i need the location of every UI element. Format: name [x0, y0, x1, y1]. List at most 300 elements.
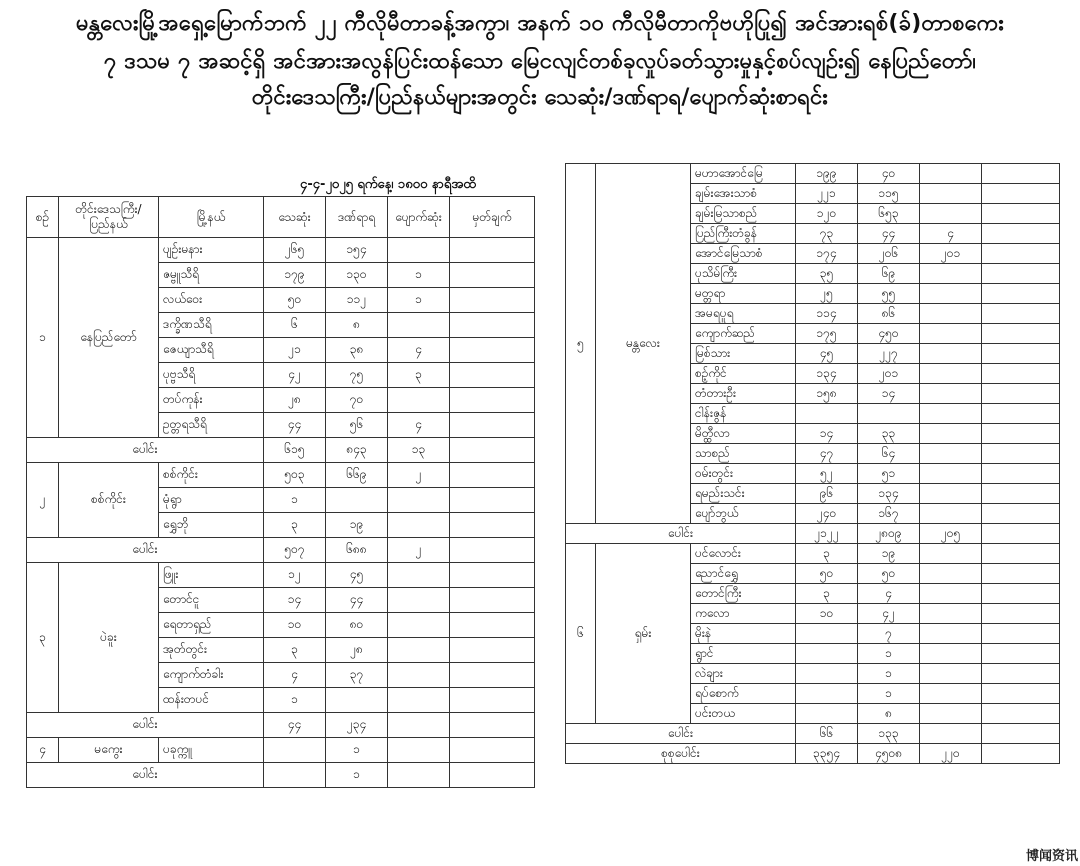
dead-count: ၁၀ — [796, 604, 858, 624]
missing-count — [388, 688, 450, 713]
injured-count — [326, 688, 388, 713]
region-name: နေပြည်တော် — [59, 238, 159, 438]
region-number: ၄ — [27, 738, 59, 763]
dead-count: ၁၂ — [264, 563, 326, 588]
missing-count — [388, 488, 450, 513]
township-name: ပုဗ္ဗသီရိ — [159, 363, 264, 388]
table-row — [27, 463, 535, 488]
region-total-row — [27, 538, 535, 563]
township-name: မိတ္ထီလာ — [691, 424, 796, 444]
township-name: အုတ်တွင်း — [159, 638, 264, 663]
dead-count: ၁၇၉ — [264, 263, 326, 288]
township-name: လယ်ဝေး — [159, 288, 264, 313]
remarks-cell — [982, 204, 1060, 224]
dead-count: ၆ — [264, 313, 326, 338]
injured-count: ၁၆၇ — [858, 504, 920, 524]
grand-total-dead: ၃၃၅၄ — [796, 744, 858, 764]
remarks-cell — [982, 324, 1060, 344]
total-label: ပေါင်း — [27, 713, 264, 738]
total-dead: ၄၄ — [264, 713, 326, 738]
region-total-row — [566, 524, 1060, 544]
injured-count: ၁ — [858, 644, 920, 664]
injured-count: ၃၇ — [326, 663, 388, 688]
township-name: ဝမ်းတွင်း — [691, 464, 796, 484]
injured-count: ၄၀ — [858, 164, 920, 184]
region-number: ၁ — [27, 238, 59, 438]
injured-count: ၁၄ — [858, 384, 920, 404]
injured-count: ၁၁၂ — [326, 288, 388, 313]
remarks-cell — [450, 263, 535, 288]
dead-count: ၃ — [796, 584, 858, 604]
remarks-cell — [450, 538, 535, 563]
township-name: ထန်းတပင် — [159, 688, 264, 713]
remarks-cell — [450, 738, 535, 763]
table-row — [566, 164, 1060, 184]
total-injured: ၂၃၄ — [326, 713, 388, 738]
total-dead: ၂၁၂၂ — [796, 524, 858, 544]
total-injured: ၁၃၃ — [858, 724, 920, 744]
missing-count: ၄ — [920, 224, 982, 244]
remarks-cell — [450, 388, 535, 413]
township-name: ဖြူး — [159, 563, 264, 588]
missing-count — [920, 464, 982, 484]
injured-count: ၆၉ — [858, 264, 920, 284]
missing-count: ၂၀၁ — [920, 244, 982, 264]
report-date: ၄-၄-၂၀၂၅ ရက်နေ့၊ ၁၈၀၀ နာရီအထိ — [300, 177, 476, 192]
remarks-cell — [982, 604, 1060, 624]
dead-count: ၁၉၉ — [796, 164, 858, 184]
injured-count: ၅၁ — [858, 464, 920, 484]
missing-count — [920, 264, 982, 284]
total-injured: ၈၄၃ — [326, 438, 388, 463]
remarks-cell — [982, 624, 1060, 644]
region-name: မန္တလေး — [596, 164, 691, 524]
missing-count — [388, 613, 450, 638]
injured-count: ၁၃၀ — [326, 263, 388, 288]
dead-count: ၁၄ — [796, 424, 858, 444]
injured-count: ၈၀ — [326, 613, 388, 638]
injured-count: ၆၆၉ — [326, 463, 388, 488]
remarks-cell — [982, 264, 1060, 284]
injured-count: ၁၁၅ — [858, 184, 920, 204]
col-header-missing: ပျောက်ဆုံး — [388, 197, 450, 238]
township-name: သာစည် — [691, 444, 796, 464]
injured-count: ၇၀ — [326, 388, 388, 413]
missing-count — [920, 444, 982, 464]
dead-count: ၅၂ — [796, 464, 858, 484]
injured-count: ၈၆ — [858, 304, 920, 324]
dead-count: ၃၅ — [796, 264, 858, 284]
table-row — [566, 544, 1060, 564]
township-name: ရမည်းသင်း — [691, 484, 796, 504]
remarks-cell — [982, 544, 1060, 564]
missing-count — [388, 238, 450, 263]
township-name: ကျောက်တံခါး — [159, 663, 264, 688]
remarks-cell — [982, 184, 1060, 204]
township-name: ငါန်းဇွန် — [691, 404, 796, 424]
dead-count: ၁၃၄ — [796, 364, 858, 384]
dead-count: ၁၂၀ — [796, 204, 858, 224]
dead-count: ၄ — [264, 663, 326, 688]
remarks-cell — [450, 638, 535, 663]
dead-count: ၁၀ — [264, 613, 326, 638]
remarks-cell — [982, 704, 1060, 724]
remarks-cell — [982, 484, 1060, 504]
missing-count — [920, 404, 982, 424]
missing-count — [920, 684, 982, 704]
total-label: ပေါင်း — [27, 438, 264, 463]
township-name: ရေတာရှည် — [159, 613, 264, 638]
remarks-cell — [982, 444, 1060, 464]
injured-count: ၁၉ — [326, 513, 388, 538]
table-header-row — [27, 197, 535, 238]
dead-count: ၂၄၀ — [796, 504, 858, 524]
remarks-cell — [450, 713, 535, 738]
remarks-cell — [450, 288, 535, 313]
remarks-cell — [982, 284, 1060, 304]
remarks-cell — [450, 513, 535, 538]
injured-count — [858, 404, 920, 424]
region-name: ရှမ်း — [596, 544, 691, 724]
injured-count: ၁၉ — [858, 544, 920, 564]
township-name: စစ်ကိုင်း — [159, 463, 264, 488]
injured-count: ၄၄ — [858, 224, 920, 244]
injured-count — [326, 488, 388, 513]
injured-count: ၂၀၆ — [858, 244, 920, 264]
total-label: ပေါင်း — [27, 538, 264, 563]
dead-count: ၅၀ — [264, 288, 326, 313]
dead-count — [796, 404, 858, 424]
township-name: ရပ်စောက် — [691, 684, 796, 704]
watermark: 博闻资讯 — [1026, 845, 1078, 864]
total-missing — [920, 724, 982, 744]
township-name: ပင်းတယ — [691, 704, 796, 724]
injured-count: ၂၈ — [326, 638, 388, 663]
col-header-township: မြို့နယ် — [159, 197, 264, 238]
missing-count — [920, 544, 982, 564]
dead-count: ၄၄ — [264, 413, 326, 438]
township-name: ပျဉ်းမနား — [159, 238, 264, 263]
dead-count: ၃ — [264, 513, 326, 538]
missing-count — [920, 344, 982, 364]
injured-count: ၄၅၀ — [858, 324, 920, 344]
dead-count: ၂၂၁ — [796, 184, 858, 204]
dead-count: ၁ — [264, 688, 326, 713]
missing-count — [920, 664, 982, 684]
township-name: တပ်ကုန်း — [159, 388, 264, 413]
total-missing: ၂ — [388, 538, 450, 563]
missing-count — [388, 638, 450, 663]
township-name: တောင်ငူ — [159, 588, 264, 613]
dead-count: ၂၆၅ — [264, 238, 326, 263]
remarks-cell — [450, 313, 535, 338]
township-name: ရွာင် — [691, 644, 796, 664]
missing-count — [920, 284, 982, 304]
remarks-cell — [982, 504, 1060, 524]
township-name: တံတားဦး — [691, 384, 796, 404]
missing-count — [388, 388, 450, 413]
remarks-cell — [450, 338, 535, 363]
missing-count — [920, 644, 982, 664]
total-missing — [388, 763, 450, 788]
township-name: မုံရွာ — [159, 488, 264, 513]
injured-count: ၆၅၃ — [858, 204, 920, 224]
total-injured: ၂၈၀၉ — [858, 524, 920, 544]
missing-count — [388, 738, 450, 763]
injured-count: ၅၅ — [858, 284, 920, 304]
remarks-cell — [450, 613, 535, 638]
dead-count: ၁၇၅ — [796, 324, 858, 344]
dead-count: ၂၁ — [264, 338, 326, 363]
remarks-cell — [450, 588, 535, 613]
dead-count: ၁ — [264, 488, 326, 513]
missing-count — [920, 164, 982, 184]
remarks-cell — [982, 744, 1060, 764]
dead-count: ၅၀၃ — [264, 463, 326, 488]
casualty-table-left — [26, 196, 535, 788]
township-name: ပျော်ဘွယ် — [691, 504, 796, 524]
township-name: စဉ့်ကိုင် — [691, 364, 796, 384]
township-name: လဲချား — [691, 664, 796, 684]
remarks-cell — [450, 363, 535, 388]
township-name: ဒက္ခိဏသီရိ — [159, 313, 264, 338]
township-name: ညောင်ရွှေ — [691, 564, 796, 584]
region-total-row — [27, 763, 535, 788]
injured-count: ၆၄ — [858, 444, 920, 464]
col-header-remarks: မှတ်ချက် — [450, 197, 535, 238]
injured-count: ၄ — [858, 584, 920, 604]
missing-count — [920, 424, 982, 444]
missing-count — [920, 364, 982, 384]
remarks-cell — [450, 763, 535, 788]
township-name: အောင်မြေသာစံ — [691, 244, 796, 264]
total-dead: ၆၆ — [796, 724, 858, 744]
dead-count: ၅၀ — [796, 564, 858, 584]
remarks-cell — [450, 688, 535, 713]
missing-count — [920, 704, 982, 724]
dead-count — [796, 664, 858, 684]
region-number: ၂ — [27, 463, 59, 538]
remarks-cell — [982, 424, 1060, 444]
total-label: ပေါင်း — [566, 724, 796, 744]
region-name: ပဲခူး — [59, 563, 159, 713]
dead-count: ၁၅၈ — [796, 384, 858, 404]
region-total-row — [566, 724, 1060, 744]
remarks-cell — [450, 238, 535, 263]
remarks-cell — [982, 244, 1060, 264]
grand-total-missing: ၂၂၀ — [920, 744, 982, 764]
col-header-injured: ဒဏ်ရာရ — [326, 197, 388, 238]
injured-count: ၁၅၄ — [326, 238, 388, 263]
total-dead — [264, 763, 326, 788]
title-line-3: တိုင်းဒေသကြီး/ပြည်နယ်များအတွင်း သေဆုံး/ဒဏ်ရာရ/ပျောက်ဆုံးစာရင်း — [251, 85, 829, 110]
missing-count — [388, 663, 450, 688]
region-number: ၅ — [566, 164, 596, 524]
remarks-cell — [450, 438, 535, 463]
injured-count: ၃၃ — [858, 424, 920, 444]
injured-count: ၇၅ — [326, 363, 388, 388]
total-missing: ၂၀၅ — [920, 524, 982, 544]
total-label: ပေါင်း — [27, 763, 264, 788]
missing-count — [920, 584, 982, 604]
township-name: ဇေယျာသီရိ — [159, 338, 264, 363]
dead-count: ၁၇၄ — [796, 244, 858, 264]
table-row — [27, 563, 535, 588]
dead-count: ၂၈ — [264, 388, 326, 413]
injured-count: ၄၄ — [326, 588, 388, 613]
remarks-cell — [450, 663, 535, 688]
missing-count: ၁ — [388, 263, 450, 288]
missing-count — [388, 513, 450, 538]
remarks-cell — [982, 404, 1060, 424]
missing-count — [920, 384, 982, 404]
township-name: ပြည်ကြီးတံခွန် — [691, 224, 796, 244]
remarks-cell — [982, 684, 1060, 704]
missing-count — [388, 313, 450, 338]
injured-count: ၈ — [858, 704, 920, 724]
dead-count — [796, 624, 858, 644]
remarks-cell — [982, 164, 1060, 184]
region-number: ၃ — [27, 563, 59, 713]
dead-count: ၄၂ — [264, 363, 326, 388]
injured-count: ၈ — [326, 313, 388, 338]
dead-count — [796, 684, 858, 704]
township-name: ဥတ္တရသီရိ — [159, 413, 264, 438]
township-name: မြစ်သား — [691, 344, 796, 364]
remarks-cell — [450, 488, 535, 513]
missing-count — [920, 184, 982, 204]
injured-count: ၇ — [858, 624, 920, 644]
missing-count — [920, 324, 982, 344]
injured-count: ၂၂၇ — [858, 344, 920, 364]
missing-count — [920, 564, 982, 584]
title-line-2: ၇ ဒသမ ၇ အဆင့်ရှိ အင်အားအလွန်ပြင်းထန်သော မြေငလျင်တစ်ခုလှုပ်ခတ်သွားမှုနှင့်စပ်လျဉ်း၍ နေပြည်တော်၊ — [103, 49, 977, 74]
missing-count — [920, 484, 982, 504]
remarks-cell — [982, 344, 1060, 364]
remarks-cell — [982, 644, 1060, 664]
missing-count: ၃ — [388, 363, 450, 388]
dead-count: ၃ — [796, 544, 858, 564]
township-name: ပခုက္ကူ — [159, 738, 264, 763]
dead-count: ၁၄ — [264, 588, 326, 613]
township-name: ချမ်းမြသာစည် — [691, 204, 796, 224]
township-name: မိုးနဲ — [691, 624, 796, 644]
injured-count: ၃၈ — [326, 338, 388, 363]
injured-count: ၅၆ — [326, 413, 388, 438]
total-dead: ၅၀၇ — [264, 538, 326, 563]
township-name: တောင်ကြီး — [691, 584, 796, 604]
remarks-cell — [982, 724, 1060, 744]
col-header-dead: သေဆုံး — [264, 197, 326, 238]
township-name: ချမ်းအေးသာစံ — [691, 184, 796, 204]
township-name: မတ္တရာ — [691, 284, 796, 304]
dead-count: ၃ — [264, 638, 326, 663]
injured-count: ၄၅ — [326, 563, 388, 588]
missing-count: ၁ — [388, 288, 450, 313]
township-name: ပင်လောင်း — [691, 544, 796, 564]
dead-count: ၂၅ — [796, 284, 858, 304]
injured-count: ၁၃၄ — [858, 484, 920, 504]
remarks-cell — [450, 463, 535, 488]
dead-count: ၁၁၄ — [796, 304, 858, 324]
township-name: ဇမ္ဗူသီရိ — [159, 263, 264, 288]
region-name: စစ်ကိုင်း — [59, 463, 159, 538]
region-name: မကွေး — [59, 738, 159, 763]
title-line-1: မန္တလေးမြို့အရှေ့မြောက်ဘက် ၂၂ ကီလိုမီတာခန့်အကွာ၊ အနက် ၁၀ ကီလိုမီတာကိုဗဟိုပြု၍ အင်အားရစ်(ခ်)တာစကေး — [75, 11, 1005, 36]
dead-count: ၄၅ — [796, 344, 858, 364]
dead-count: ၄၇ — [796, 444, 858, 464]
remarks-cell — [982, 664, 1060, 684]
missing-count — [920, 504, 982, 524]
table-row — [27, 738, 535, 763]
injured-count: ၂၀၁ — [858, 364, 920, 384]
injured-count: ၁ — [858, 664, 920, 684]
missing-count: ၄ — [388, 338, 450, 363]
total-missing — [388, 713, 450, 738]
remarks-cell — [982, 564, 1060, 584]
injured-count: ၁ — [326, 738, 388, 763]
total-dead: ၆၁၅ — [264, 438, 326, 463]
dead-count: ၇၃ — [796, 224, 858, 244]
missing-count — [920, 204, 982, 224]
injured-count: ၅၀ — [858, 564, 920, 584]
township-name: အမရပူရ — [691, 304, 796, 324]
table-row — [27, 238, 535, 263]
remarks-cell — [982, 384, 1060, 404]
township-name: ပုသိမ်ကြီး — [691, 264, 796, 284]
region-number: ၆ — [566, 544, 596, 724]
dead-count — [796, 644, 858, 664]
missing-count — [920, 604, 982, 624]
injured-count: ၁ — [858, 684, 920, 704]
remarks-cell — [982, 464, 1060, 484]
missing-count: ၄ — [388, 413, 450, 438]
col-header-no: စဉ် — [27, 197, 59, 238]
missing-count — [920, 304, 982, 324]
total-injured: ၆၈၈ — [326, 538, 388, 563]
total-missing: ၁၃ — [388, 438, 450, 463]
township-name: ကလော — [691, 604, 796, 624]
grand-total-injured: ၄၅၀၈ — [858, 744, 920, 764]
total-injured: ၁ — [326, 763, 388, 788]
casualty-table-right — [565, 163, 1060, 764]
township-name: ရွှေဘို — [159, 513, 264, 538]
remarks-cell — [982, 524, 1060, 544]
dead-count — [796, 704, 858, 724]
dead-count: ၉၆ — [796, 484, 858, 504]
remarks-cell — [982, 224, 1060, 244]
remarks-cell — [982, 364, 1060, 384]
region-total-row — [27, 438, 535, 463]
total-label: ပေါင်း — [566, 524, 796, 544]
remarks-cell — [450, 413, 535, 438]
grand-total-row — [566, 744, 1060, 764]
remarks-cell — [982, 304, 1060, 324]
missing-count — [920, 624, 982, 644]
missing-count: ၂ — [388, 463, 450, 488]
missing-count — [388, 563, 450, 588]
grand-total-label: စုစုပေါင်း — [566, 744, 796, 764]
col-header-region: တိုင်းဒေသကြီး/ ပြည်နယ် — [59, 197, 159, 238]
missing-count — [388, 588, 450, 613]
dead-count — [264, 738, 326, 763]
township-name: မဟာအောင်မြေ — [691, 164, 796, 184]
remarks-cell — [982, 584, 1060, 604]
township-name: ကျောက်ဆည် — [691, 324, 796, 344]
region-total-row — [27, 713, 535, 738]
injured-count: ၄၂ — [858, 604, 920, 624]
remarks-cell — [450, 563, 535, 588]
